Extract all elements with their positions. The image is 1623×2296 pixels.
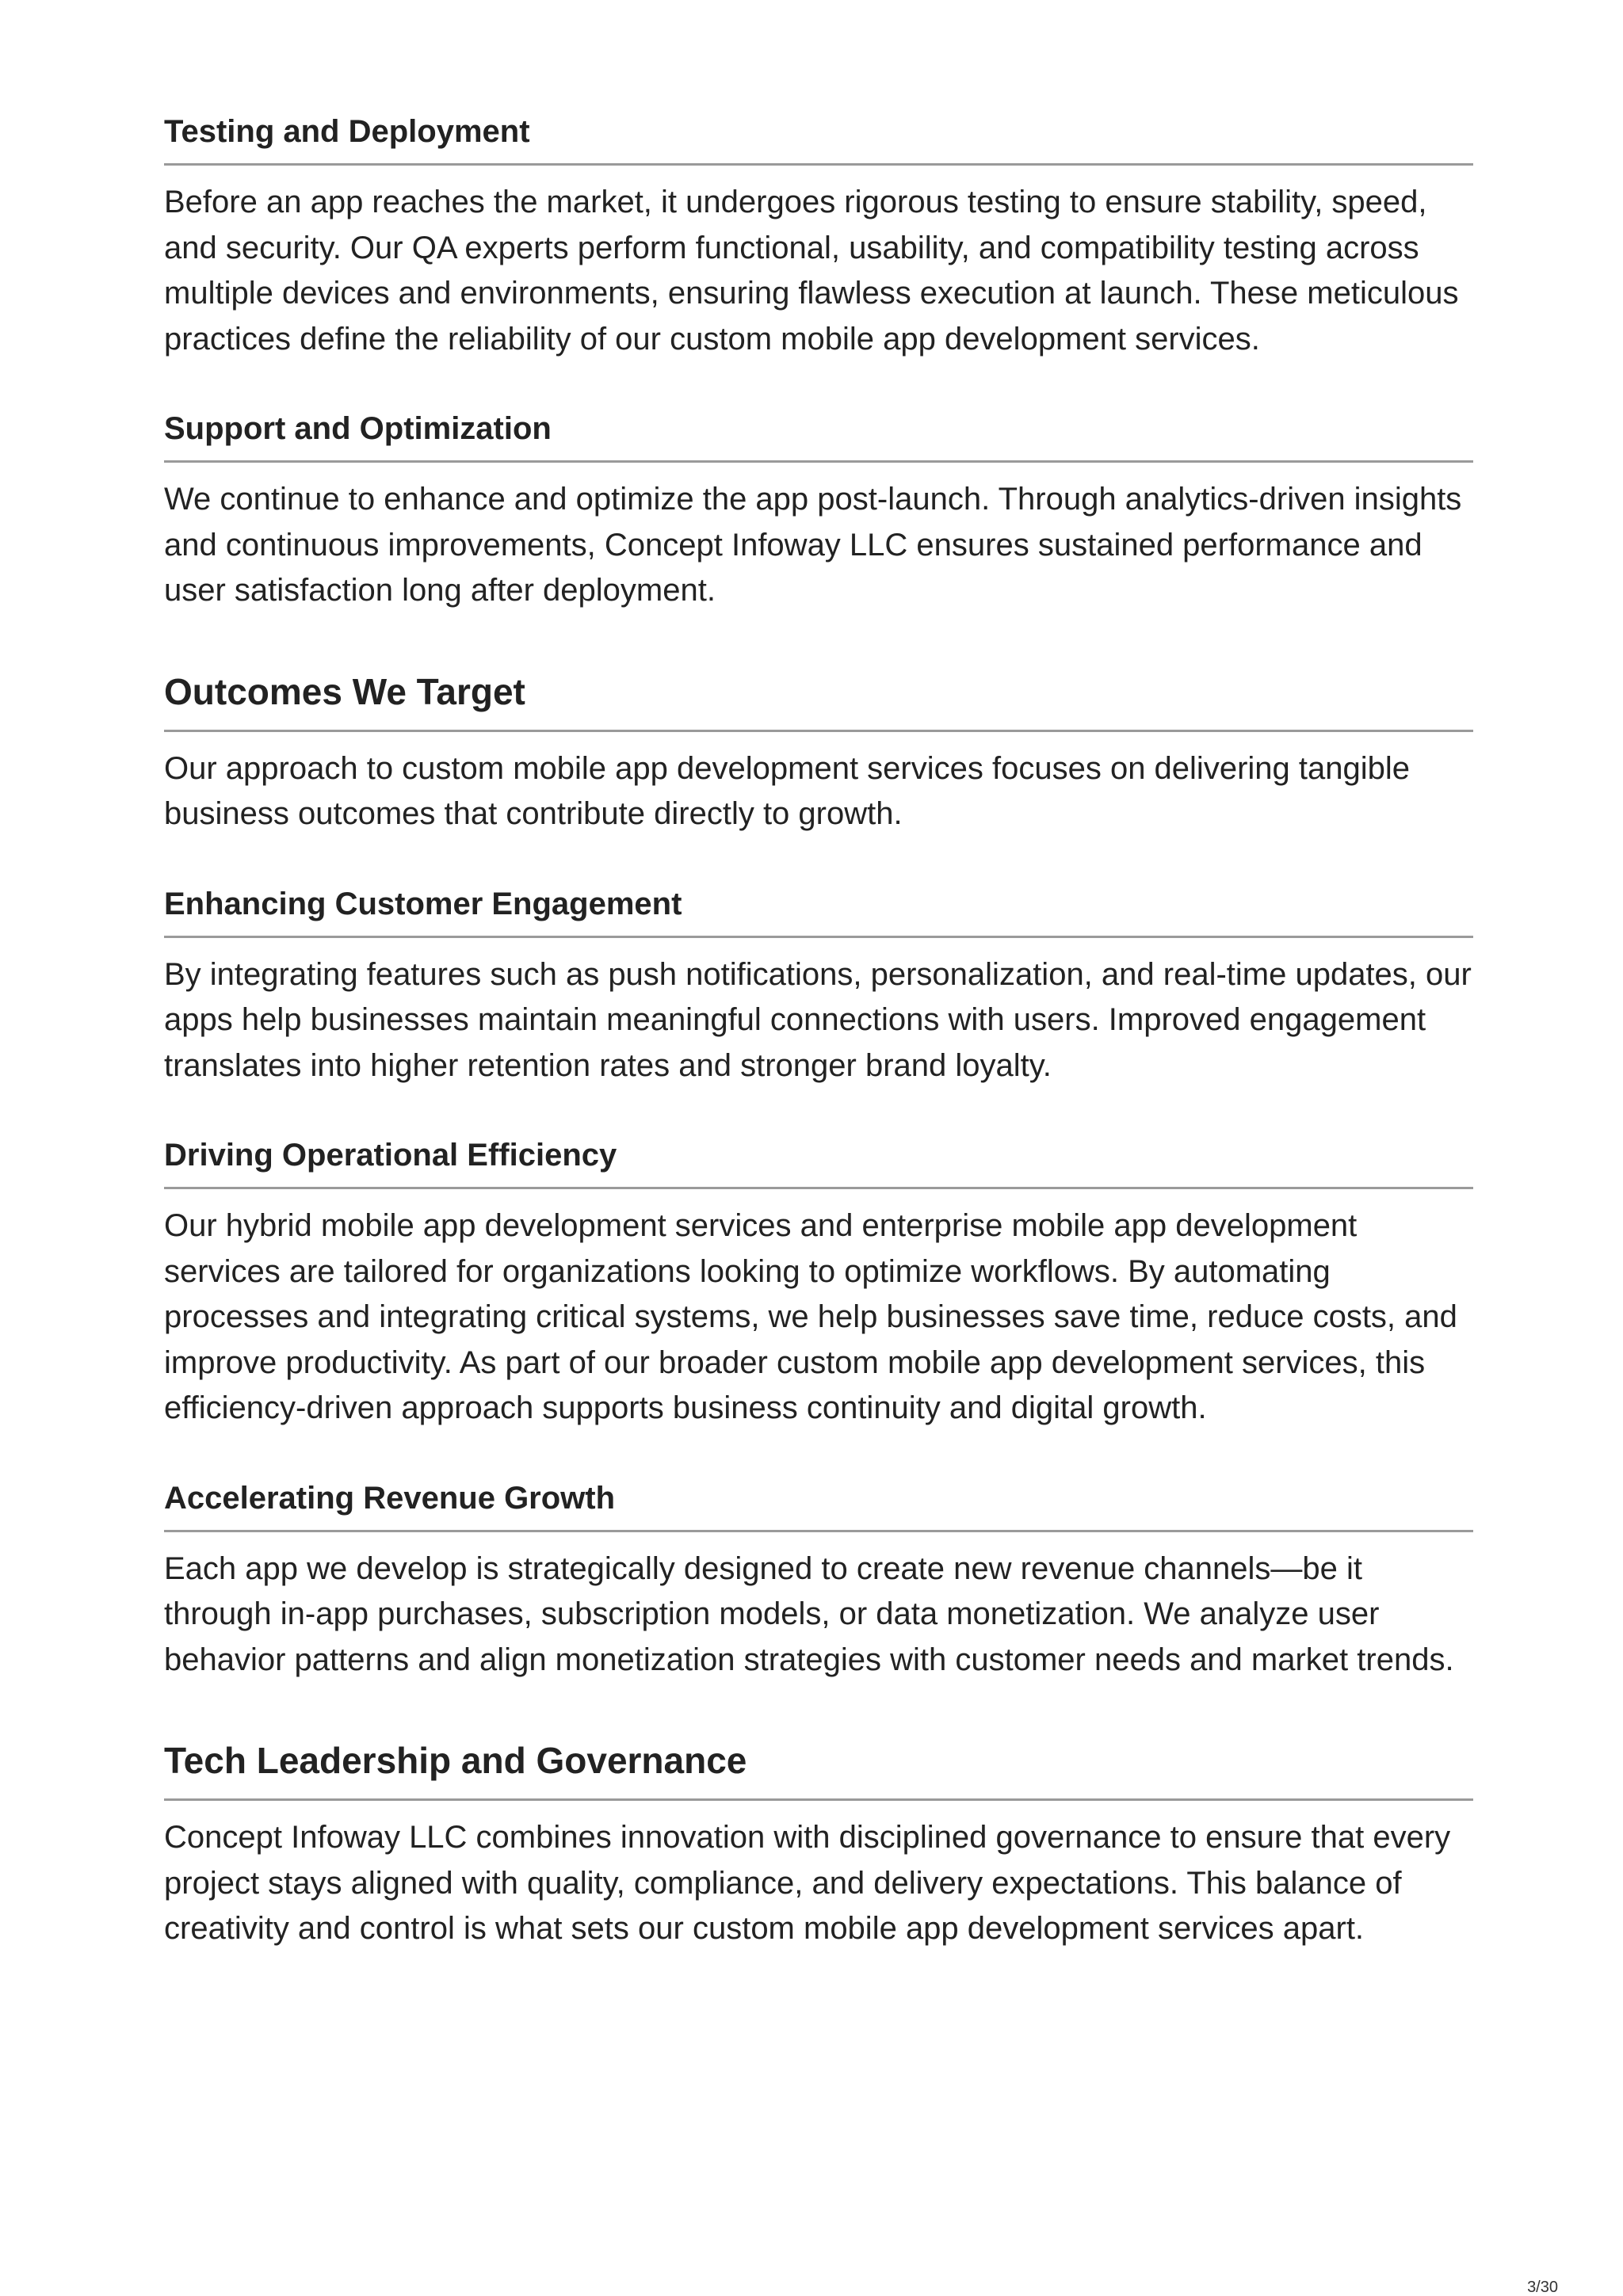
section-tech-leadership <box>164 1738 1473 1952</box>
section-heading: Tech Leadership and Governance <box>164 1738 1473 1801</box>
section-body: Before an app reaches the market, it undergoes rigorous testing to ensure stability, speed, and security. Our QA experts perform functional, usability, and compatibility testing across multiple devices and environments, ensuring flawless execution at launch. These meticulous practices define the reliability of our custom mobile app development services. <box>164 185 1459 357</box>
section-operational-efficiency <box>164 1136 1473 1432</box>
section-heading: Support and Optimization <box>164 410 1473 463</box>
section-testing-deployment <box>164 113 1473 362</box>
section-body: Concept Infoway LLC combines innovation with disciplined governance to ensure that every project stays aligned with quality, compliance, and delivery expectations. This balance of creativity and control is what sets our custom mobile app development services apart. <box>164 1820 1451 1946</box>
section-heading: Accelerating Revenue Growth <box>164 1479 1473 1532</box>
section-outcomes-we-target <box>164 669 1473 837</box>
document-content <box>164 113 1473 1952</box>
section-heading: Driving Operational Efficiency <box>164 1136 1473 1189</box>
section-body: Our hybrid mobile app development services and enterprise mobile app development services are tailored for organizations looking to optimize workflows. By automating processes and integrating critical systems, we help businesses save time, reduce costs, and improve productivity. As part of our broader custom mobile app development services, this efficiency-driven approach supports business continuity and digital growth. <box>164 1208 1457 1425</box>
section-body: By integrating features such as push notifications, personalization, and real-time updates, our apps help businesses maintain meaningful connections with users. Improved engagement translates into higher retention rates and stronger brand loyalty. <box>164 956 1472 1083</box>
section-body: We continue to enhance and optimize the app post-launch. Through analytics-driven insights and continuous improvements, Concept Infoway LLC ensures sustained performance and user satisfaction long after deployment. <box>164 482 1462 608</box>
section-customer-engagement <box>164 885 1473 1089</box>
section-support-optimization <box>164 410 1473 614</box>
page-number: 3/30 <box>1527 2279 1558 2296</box>
section-heading: Outcomes We Target <box>164 669 1473 732</box>
section-body: Each app we develop is strategically designed to create new revenue channels—be it through in-app purchases, subscription models, or data monetization. We analyze user behavior patterns and align monetization strategies with customer needs and market trends. <box>164 1550 1454 1677</box>
section-body: Our approach to custom mobile app development services focuses on delivering tangible business outcomes that contribute directly to growth. <box>164 750 1410 831</box>
section-revenue-growth <box>164 1479 1473 1684</box>
section-heading: Enhancing Customer Engagement <box>164 885 1473 938</box>
section-heading: Testing and Deployment <box>164 113 1473 166</box>
